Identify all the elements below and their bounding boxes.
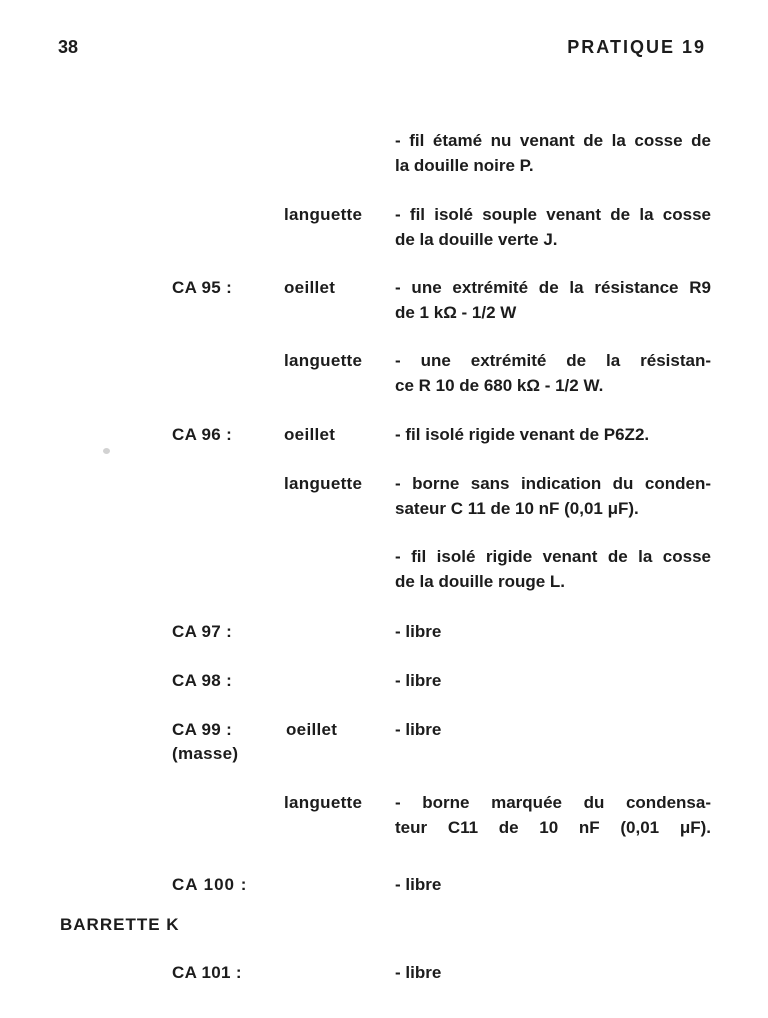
description-line: la douille noire P. xyxy=(395,156,534,175)
description-line: teur C11 de 10 nF (0,01 μF). xyxy=(395,818,711,837)
description-line: - borne marquée du condensa- xyxy=(395,793,711,812)
description xyxy=(395,544,711,594)
connection-id: CA 99 : xyxy=(172,720,233,739)
connection-id: CA 96 : xyxy=(172,425,233,444)
connection-id: CA 97 : xyxy=(172,622,233,641)
description-line: de la douille rouge L. xyxy=(395,572,566,591)
description-line: de 1 kΩ - 1/2 W xyxy=(395,303,517,322)
description xyxy=(395,128,711,178)
description-line: - libre xyxy=(395,963,442,982)
part-label: oeillet xyxy=(284,278,336,297)
description-line: - borne sans indication du conden- xyxy=(395,474,711,493)
part-label: oeillet xyxy=(284,425,336,444)
part-label: languette xyxy=(284,205,363,224)
description xyxy=(395,668,711,693)
section-heading: BARRETTE K xyxy=(60,915,180,934)
connection-id: CA 100 : xyxy=(172,875,248,894)
connection-note: (masse) xyxy=(172,744,239,763)
connection-id: CA 101 : xyxy=(172,963,242,982)
part-label: languette xyxy=(284,793,363,812)
description-line: - fil étamé nu venant de la cosse de xyxy=(395,131,711,150)
description xyxy=(395,422,711,447)
description xyxy=(395,348,711,398)
scan-smudge xyxy=(103,448,110,454)
description-line: - fil isolé rigide venant de P6Z2. xyxy=(395,425,650,444)
description xyxy=(395,790,711,840)
part-label: languette xyxy=(284,351,363,370)
description-line: - libre xyxy=(395,875,442,894)
page-number: 38 xyxy=(58,37,79,57)
description xyxy=(395,275,711,325)
description-line: - fil isolé rigide venant de la cosse xyxy=(395,547,711,566)
running-title: PRATIQUE 19 xyxy=(567,37,706,57)
description-line: - libre xyxy=(395,622,442,641)
description xyxy=(395,960,711,985)
part-label: languette xyxy=(284,474,363,493)
connection-id: CA 95 : xyxy=(172,278,233,297)
description-line: ce R 10 de 680 kΩ - 1/2 W. xyxy=(395,376,604,395)
part-label: oeillet xyxy=(286,720,338,739)
description-line: - libre xyxy=(395,720,442,739)
connection-id: CA 98 : xyxy=(172,671,233,690)
description xyxy=(395,717,711,742)
description xyxy=(395,872,711,897)
description xyxy=(395,202,711,252)
description-line: - une extrémité de la résistance R9 xyxy=(395,278,711,297)
description-line: sateur C 11 de 10 nF (0,01 μF). xyxy=(395,499,639,518)
description-line: de la douille verte J. xyxy=(395,230,558,249)
description-line: - une extrémité de la résistan- xyxy=(395,351,711,370)
description-line: - fil isolé souple venant de la cosse xyxy=(395,205,711,224)
description xyxy=(395,471,711,521)
description xyxy=(395,619,711,644)
description-line: - libre xyxy=(395,671,442,690)
